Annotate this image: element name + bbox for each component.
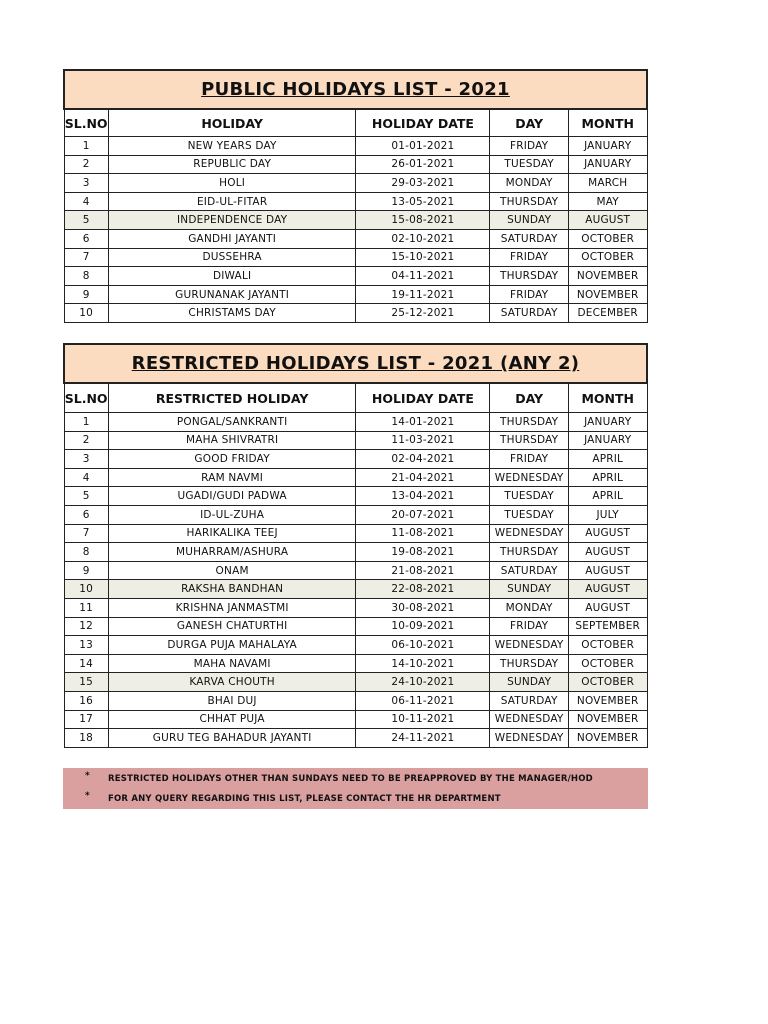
table-row [64,137,647,156]
table-row [64,174,647,193]
restricted-holidays-title: RESTRICTED HOLIDAYS LIST - 2021 (ANY 2) [64,344,647,383]
cell-day: TUESDAY [490,505,569,524]
cell-holiday: UGADI/GUDI PADWA [108,487,356,506]
note-text: RESTRICTED HOLIDAYS OTHER THAN SUNDAYS NEED TO BE PREAPPROVED BY THE MANAGER/HOD [108,774,593,784]
table-row [64,524,647,543]
table-row [64,636,647,655]
table-row [64,248,647,267]
cell-day: WEDNESDAY [490,524,569,543]
cell-day: SUNDAY [490,580,569,599]
cell-holiday: GURUNANAK JAYANTI [108,285,356,304]
cell-sl: 3 [64,174,108,193]
cell-date: 06-11-2021 [356,691,490,710]
cell-month: NOVEMBER [568,267,647,286]
table-row [64,413,647,432]
cell-holiday: RAKSHA BANDHAN [108,580,356,599]
cell-date: 24-11-2021 [356,729,490,748]
cell-month: AUGUST [568,543,647,562]
cell-holiday: INDEPENDENCE DAY [108,211,356,230]
cell-sl: 9 [64,285,108,304]
cell-month: SEPTEMBER [568,617,647,636]
cell-day: FRIDAY [490,450,569,469]
cell-sl: 3 [64,450,108,469]
cell-day: THURSDAY [490,431,569,450]
cell-month: DECEMBER [568,304,647,323]
cell-holiday: EID-UL-FITAR [108,192,356,211]
public-holidays-body [64,137,647,323]
table-row [64,654,647,673]
cell-sl: 10 [64,580,108,599]
cell-month: JANUARY [568,155,647,174]
public-holidays-table [63,69,648,323]
cell-month: MAY [568,192,647,211]
cell-holiday: MAHA SHIVRATRI [108,431,356,450]
cell-holiday: KARVA CHOUTH [108,673,356,692]
table-row [64,673,647,692]
cell-date: 22-08-2021 [356,580,490,599]
cell-sl: 2 [64,155,108,174]
cell-sl: 5 [64,211,108,230]
table-row [64,505,647,524]
table-row [64,598,647,617]
bullet-icon: * [85,791,90,801]
cell-month: NOVEMBER [568,691,647,710]
cell-month: OCTOBER [568,636,647,655]
cell-month: AUGUST [568,598,647,617]
col-header-day: DAY [490,109,569,137]
cell-day: SATURDAY [490,561,569,580]
cell-month: JANUARY [568,431,647,450]
public-holidays-title: PUBLIC HOLIDAYS LIST - 2021 [64,70,647,109]
table-row [64,211,647,230]
cell-day: WEDNESDAY [490,729,569,748]
cell-holiday: KRISHNA JANMASTMI [108,598,356,617]
cell-day: THURSDAY [490,192,569,211]
table-row [64,691,647,710]
col-header-sl: SL.NO [64,109,108,137]
cell-sl: 18 [64,729,108,748]
cell-month: NOVEMBER [568,285,647,304]
cell-holiday: REPUBLIC DAY [108,155,356,174]
cell-holiday: GANDHI JAYANTI [108,229,356,248]
table-row [64,267,647,286]
cell-holiday: HOLI [108,174,356,193]
cell-day: THURSDAY [490,543,569,562]
table-row [64,450,647,469]
table-row [64,710,647,729]
col-header-date: HOLIDAY DATE [356,109,490,137]
cell-sl: 1 [64,413,108,432]
cell-holiday: CHRISTAMS DAY [108,304,356,323]
cell-month: OCTOBER [568,229,647,248]
cell-sl: 11 [64,598,108,617]
col-header-holiday: HOLIDAY [108,109,356,137]
table-row [64,285,647,304]
cell-day: MONDAY [490,598,569,617]
cell-date: 15-10-2021 [356,248,490,267]
cell-day: THURSDAY [490,413,569,432]
cell-date: 11-03-2021 [356,431,490,450]
cell-date: 19-11-2021 [356,285,490,304]
cell-day: SATURDAY [490,691,569,710]
col-header-date: HOLIDAY DATE [356,383,490,413]
cell-day: THURSDAY [490,654,569,673]
cell-sl: 5 [64,487,108,506]
cell-month: OCTOBER [568,654,647,673]
cell-day: SUNDAY [490,673,569,692]
cell-holiday: NEW YEARS DAY [108,137,356,156]
cell-month: AUGUST [568,561,647,580]
cell-day: WEDNESDAY [490,468,569,487]
cell-date: 02-10-2021 [356,229,490,248]
cell-holiday: ID-UL-ZUHA [108,505,356,524]
cell-sl: 17 [64,710,108,729]
cell-day: WEDNESDAY [490,636,569,655]
cell-day: SATURDAY [490,229,569,248]
table-row [64,431,647,450]
cell-holiday: GURU TEG BAHADUR JAYANTI [108,729,356,748]
bullet-icon: * [85,771,90,781]
cell-date: 10-09-2021 [356,617,490,636]
cell-day: SATURDAY [490,304,569,323]
cell-holiday: HARIKALIKA TEEJ [108,524,356,543]
cell-sl: 9 [64,561,108,580]
table-row [64,580,647,599]
cell-holiday: MUHARRAM/ASHURA [108,543,356,562]
cell-date: 24-10-2021 [356,673,490,692]
cell-month: AUGUST [568,580,647,599]
table-row [64,543,647,562]
cell-date: 06-10-2021 [356,636,490,655]
cell-holiday: BHAI DUJ [108,691,356,710]
cell-holiday: GANESH CHATURTHI [108,617,356,636]
cell-holiday: GOOD FRIDAY [108,450,356,469]
cell-sl: 6 [64,505,108,524]
cell-holiday: PONGAL/SANKRANTI [108,413,356,432]
cell-holiday: RAM NAVMI [108,468,356,487]
cell-month: NOVEMBER [568,710,647,729]
cell-date: 26-01-2021 [356,155,490,174]
cell-sl: 8 [64,543,108,562]
cell-date: 15-08-2021 [356,211,490,230]
cell-date: 13-05-2021 [356,192,490,211]
cell-day: TUESDAY [490,155,569,174]
cell-holiday: DIWALI [108,267,356,286]
table-row [64,617,647,636]
cell-sl: 1 [64,137,108,156]
notes-box [63,768,648,809]
cell-date: 11-08-2021 [356,524,490,543]
cell-date: 19-08-2021 [356,543,490,562]
cell-date: 25-12-2021 [356,304,490,323]
note-text: FOR ANY QUERY REGARDING THIS LIST, PLEASE CONTACT THE HR DEPARTMENT [108,794,501,804]
cell-sl: 8 [64,267,108,286]
cell-date: 04-11-2021 [356,267,490,286]
cell-date: 30-08-2021 [356,598,490,617]
cell-date: 21-04-2021 [356,468,490,487]
cell-sl: 13 [64,636,108,655]
cell-day: TUESDAY [490,487,569,506]
cell-day: WEDNESDAY [490,710,569,729]
cell-day: FRIDAY [490,137,569,156]
cell-day: FRIDAY [490,617,569,636]
cell-date: 29-03-2021 [356,174,490,193]
cell-month: AUGUST [568,211,647,230]
cell-sl: 7 [64,248,108,267]
col-header-month: MONTH [568,109,647,137]
table-row [64,155,647,174]
cell-day: FRIDAY [490,248,569,267]
cell-day: FRIDAY [490,285,569,304]
cell-month: APRIL [568,487,647,506]
table-row [64,192,647,211]
cell-date: 13-04-2021 [356,487,490,506]
table-row [64,229,647,248]
cell-date: 10-11-2021 [356,710,490,729]
cell-day: THURSDAY [490,267,569,286]
restricted-holidays-table [63,343,648,748]
cell-sl: 7 [64,524,108,543]
cell-date: 21-08-2021 [356,561,490,580]
cell-sl: 6 [64,229,108,248]
cell-month: OCTOBER [568,248,647,267]
cell-month: JULY [568,505,647,524]
cell-sl: 10 [64,304,108,323]
cell-month: AUGUST [568,524,647,543]
cell-month: JANUARY [568,137,647,156]
table-row [64,561,647,580]
col-header-sl: SL.NO [64,383,108,413]
table-row [64,487,647,506]
cell-sl: 12 [64,617,108,636]
table-row [64,304,647,323]
cell-date: 14-01-2021 [356,413,490,432]
cell-month: MARCH [568,174,647,193]
cell-holiday: CHHAT PUJA [108,710,356,729]
col-header-day: DAY [490,383,569,413]
cell-sl: 4 [64,192,108,211]
cell-day: MONDAY [490,174,569,193]
cell-month: OCTOBER [568,673,647,692]
cell-holiday: ONAM [108,561,356,580]
cell-date: 01-01-2021 [356,137,490,156]
cell-sl: 16 [64,691,108,710]
table-row [64,729,647,748]
cell-month: APRIL [568,450,647,469]
cell-sl: 2 [64,431,108,450]
cell-sl: 15 [64,673,108,692]
cell-holiday: DUSSEHRA [108,248,356,267]
cell-month: NOVEMBER [568,729,647,748]
cell-date: 14-10-2021 [356,654,490,673]
cell-date: 20-07-2021 [356,505,490,524]
cell-month: JANUARY [568,413,647,432]
restricted-holidays-body [64,413,647,748]
col-header-month: MONTH [568,383,647,413]
table-row [64,468,647,487]
cell-sl: 4 [64,468,108,487]
cell-sl: 14 [64,654,108,673]
col-header-restricted-holiday: RESTRICTED HOLIDAY [108,383,356,413]
cell-month: APRIL [568,468,647,487]
cell-date: 02-04-2021 [356,450,490,469]
cell-day: SUNDAY [490,211,569,230]
cell-holiday: MAHA NAVAMI [108,654,356,673]
cell-holiday: DURGA PUJA MAHALAYA [108,636,356,655]
